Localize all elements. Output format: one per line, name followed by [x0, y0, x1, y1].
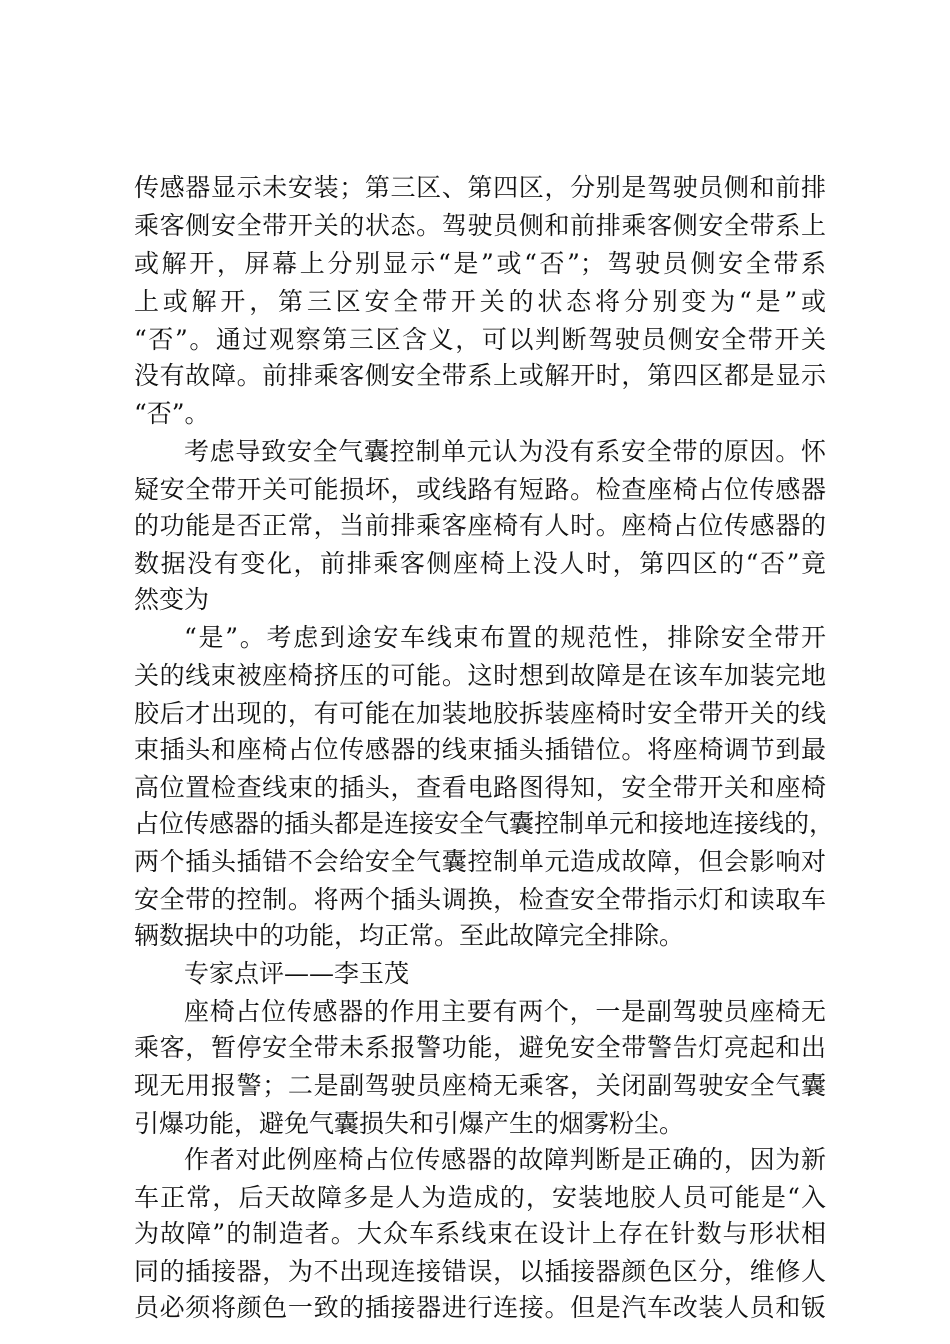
- text-line: 两个插头插错不会给安全气囊控制单元造成故障，但会影响对: [134, 847, 826, 876]
- text-line: 乘客，暂停安全带未系报警功能，避免安全带警告灯亮起和出: [134, 1033, 826, 1062]
- text-line: 疑安全带开关可能损坏，或线路有短路。检查座椅占位传感器: [134, 475, 826, 504]
- paragraph-start-line: 座椅占位传感器的作用主要有两个，一是副驾驶员座椅无: [184, 997, 826, 1026]
- text-line: 同的插接器，为不出现连接错误，以插接器颜色区分，维修人: [134, 1257, 826, 1286]
- text-line: 辆数据块中的功能，均正常。至此故障完全排除。: [134, 921, 685, 950]
- text-line: 上或解开，第三区安全带开关的状态将分别变为“是”或: [134, 287, 826, 316]
- text-line: 没有故障。前排乘客侧安全带系上或解开时，第四区都是显示: [134, 361, 826, 390]
- text-line: 员必须将颜色一致的插接器进行连接。但是汽车改装人员和钣: [134, 1293, 826, 1322]
- text-line: 现无用报警；二是副驾驶员座椅无乘客，关闭副驾驶安全气囊: [134, 1071, 826, 1100]
- text-line: 关的线束被座椅挤压的可能。这时想到故障是在该车加装完地: [134, 661, 826, 690]
- text-line: 的功能是否正常，当前排乘客座椅有人时。座椅占位传感器的: [134, 511, 826, 540]
- text-line: 或解开，屏幕上分别显示“是”或“否”；驾驶员侧安全带系: [134, 249, 826, 278]
- section-heading: 专家点评——李玉茂: [184, 959, 410, 988]
- text-line: 胶后才出现的，有可能在加装地胶拆装座椅时安全带开关的线: [134, 699, 826, 728]
- text-line: “否”。通过观察第三区含义，可以判断驾驶员侧安全带开关: [134, 325, 826, 354]
- text-line: “否”。: [134, 399, 210, 428]
- text-line: 安全带的控制。将两个插头调换，检查安全带指示灯和读取车: [134, 885, 826, 914]
- text-line: 占位传感器的插头都是连接安全气囊控制单元和接地连接线的，: [134, 809, 835, 838]
- paragraph-start-line: 考虑导致安全气囊控制单元认为没有系安全带的原因。怀: [184, 437, 826, 466]
- text-line: 然变为: [134, 585, 210, 614]
- paragraph-start-line: “是”。考虑到途安车线束布置的规范性，排除安全带开: [184, 623, 826, 652]
- text-line: 传感器显示未安装；第三区、第四区，分别是驾驶员侧和前排: [134, 173, 826, 202]
- text-line: 乘客侧安全带开关的状态。驾驶员侧和前排乘客侧安全带系上: [134, 211, 826, 240]
- text-line: 束插头和座椅占位传感器的线束插头插错位。将座椅调节到最: [134, 735, 826, 764]
- text-line: 引爆功能，避免气囊损失和引爆产生的烟雾粉尘。: [134, 1109, 685, 1138]
- text-line: 车正常，后天故障多是人为造成的，安装地胶人员可能是“入: [134, 1183, 826, 1212]
- text-line: 为故障”的制造者。大众车系线束在设计上存在针数与形状相: [134, 1219, 826, 1248]
- document-page: [134, 0, 835, 1344]
- text-line: 数据没有变化，前排乘客侧座椅上没人时，第四区的“否”竟: [134, 549, 826, 578]
- paragraph-start-line: 作者对此例座椅占位传感器的故障判断是正确的，因为新: [184, 1145, 826, 1174]
- text-line: 高位置检查线束的插头，查看电路图得知，安全带开关和座椅: [134, 773, 826, 802]
